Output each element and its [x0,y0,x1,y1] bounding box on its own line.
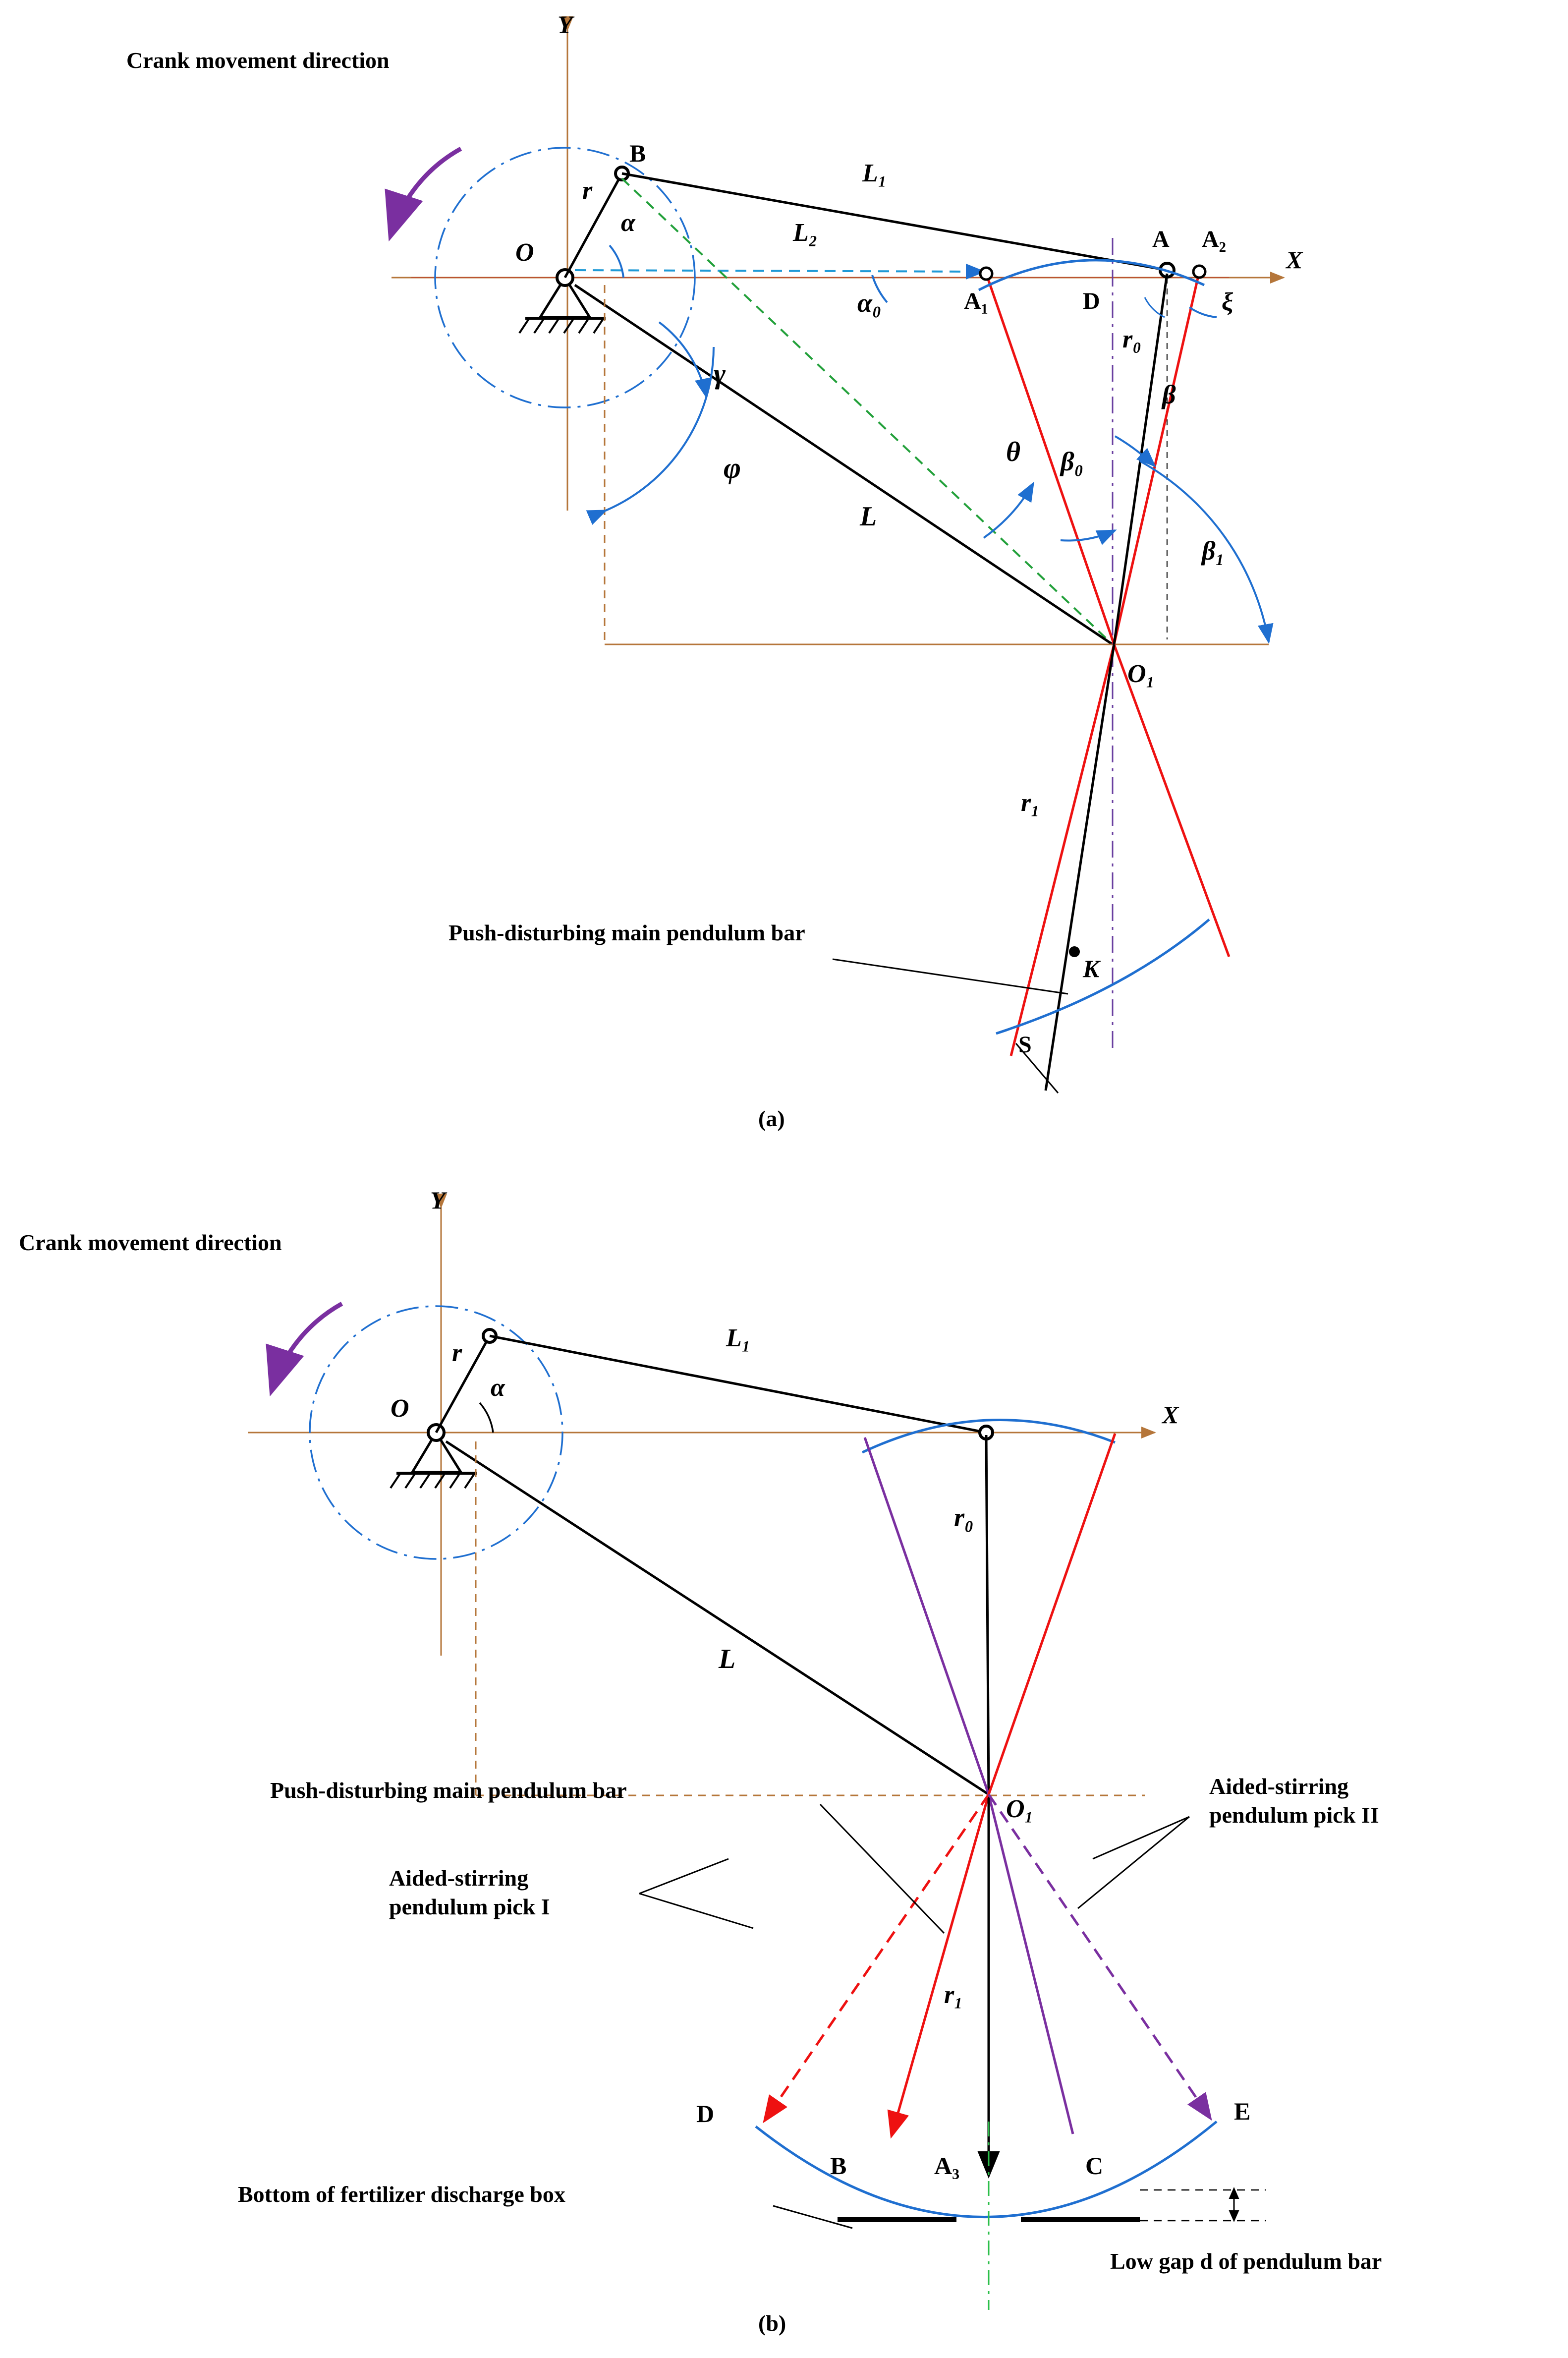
label-point-b-b: B [830,2152,847,2180]
label-low-gap: Low gap d of pendulum bar [1110,2248,1382,2274]
label-point-a3-b: A₃ [934,2152,960,2180]
label-box-bottom: Bottom of fertilizer discharge box [238,2182,565,2207]
label-point-d-a: D [1083,288,1100,314]
label-point-e-b: E [1234,2097,1251,2125]
label-angle-xi-a: ξ [1222,288,1233,316]
label-length-r0-a: r₀ [1122,325,1142,353]
label-point-a2-a: A₂ [1202,226,1227,252]
label-angle-phi-a: φ [724,452,741,484]
label-angle-beta-a: β [1162,380,1176,409]
label-length-r1-a: r₁ [1021,789,1040,817]
figure-panel-b [0,1155,1568,2358]
label-pick-i [389,1864,550,1921]
panel-b-drawing [0,1155,1568,2358]
label-length-r-a: r [582,176,593,205]
label-point-o1-b: O₁ [1006,1795,1034,1823]
label-angle-alpha-a: α [621,209,635,237]
label-push-bar-a: Push-disturbing main pendulum bar [448,920,805,945]
label-angle-alpha-b: α [491,1374,505,1402]
label-axis-y-a: Y [558,10,573,38]
label-point-o-b: O [391,1394,409,1423]
label-angle-beta0-a: β₀ [1061,447,1084,476]
label-length-r-b: r [452,1339,462,1367]
label-point-a-a: A [1152,226,1170,252]
label-pick-ii-line1: Aided-stirring [1209,1774,1349,1799]
label-point-o1-a: O₁ [1127,660,1155,688]
label-length-l-a: L [860,501,877,532]
label-axis-x-b: X [1162,1401,1179,1429]
caption-b: (b) [758,2310,786,2336]
label-length-l1-a: L₁ [862,159,887,187]
label-pick-i-line2: pendulum pick I [389,1894,550,1919]
label-point-b-a: B [629,139,646,167]
label-point-k-a: K [1083,955,1100,982]
label-crank-direction-b: Crank movement direction [19,1230,282,1255]
label-angle-theta-a: θ [1006,437,1021,467]
label-pick-ii-line2: pendulum pick II [1209,1802,1379,1828]
label-length-r1-b: r₁ [944,1981,963,2009]
label-point-c-b: C [1085,2152,1104,2180]
label-point-a1-a: A₁ [964,288,989,314]
label-length-l1-b: L₁ [726,1324,751,1352]
label-pick-ii [1209,1772,1379,1829]
label-point-o-a: O [515,238,534,267]
figure-panel-a [0,0,1568,1155]
label-point-s-a: S [1018,1032,1032,1058]
label-point-d-b: D [696,2100,715,2128]
label-length-l2-a: L₂ [793,219,818,247]
label-pick-i-line1: Aided-stirring [389,1865,529,1891]
label-length-r0-b: r₀ [954,1502,974,1532]
label-axis-x-a: X [1286,246,1303,274]
panel-a-drawing [0,0,1568,1155]
label-angle-beta1-a: β₁ [1202,536,1225,566]
label-angle-gamma-a: γ [714,357,726,390]
label-push-bar-b: Push-disturbing main pendulum bar [270,1778,627,1803]
label-angle-alpha0-a: α₀ [857,288,882,318]
caption-a: (a) [758,1106,785,1131]
label-length-l-b: L [719,1644,736,1674]
label-crank-direction-a: Crank movement direction [126,48,390,73]
label-axis-y-b: Y [430,1186,446,1214]
